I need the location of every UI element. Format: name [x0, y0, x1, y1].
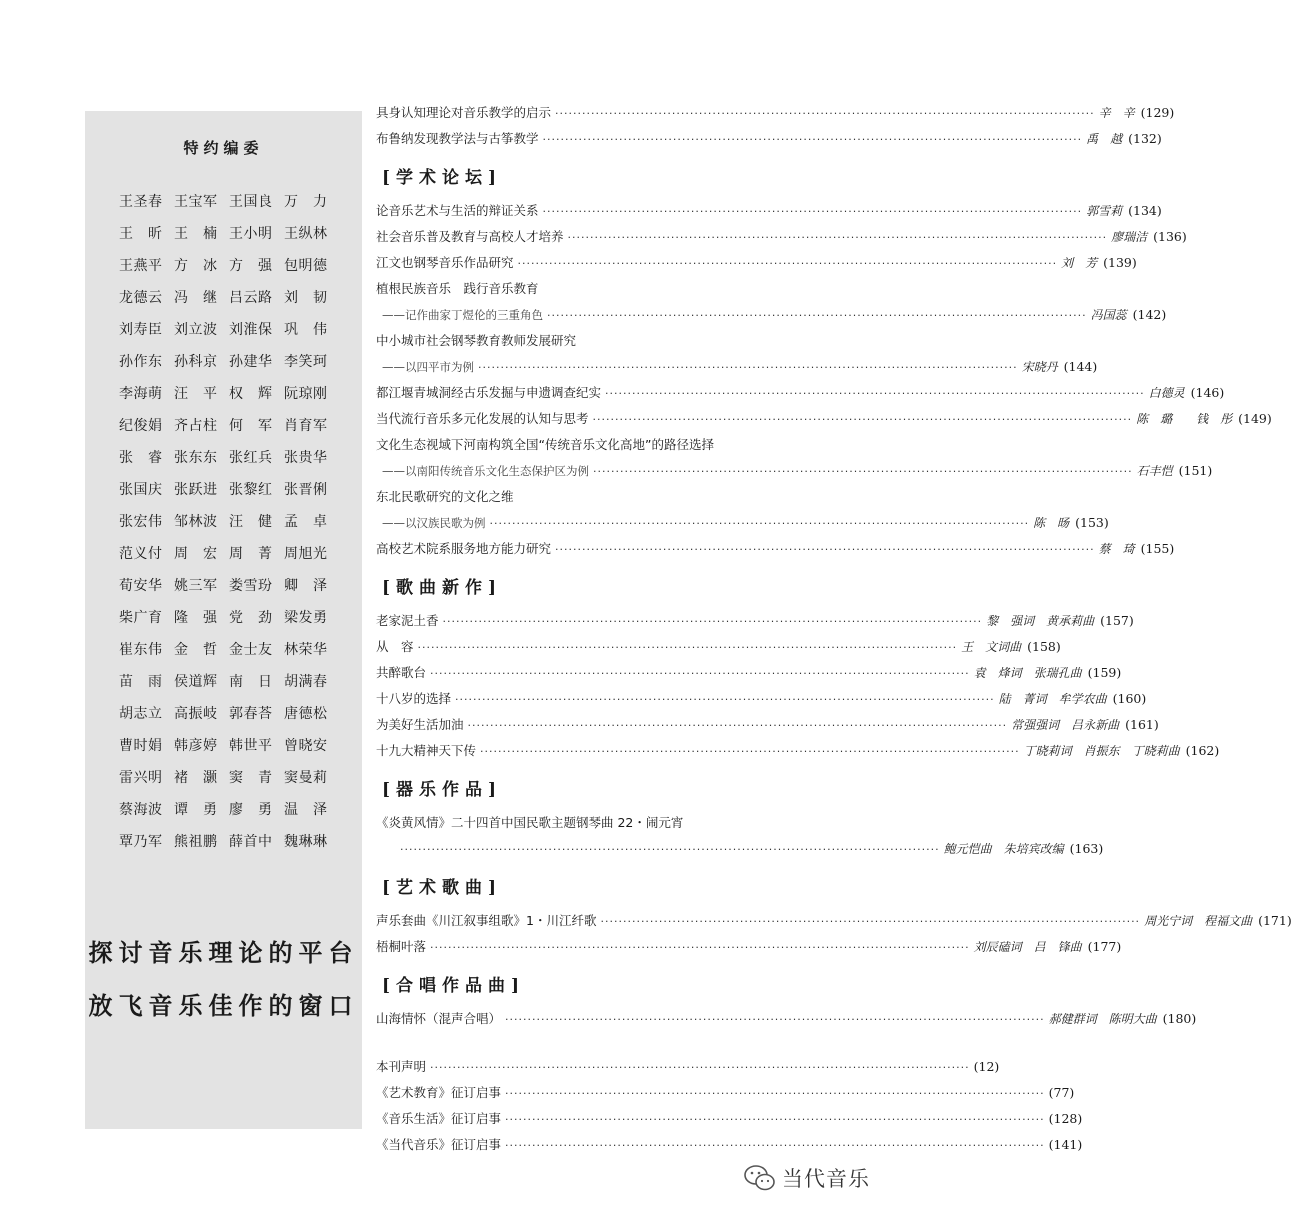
toc-line: [376, 380, 1225, 406]
toc-author: 常强强词 吕永新曲: [1011, 718, 1120, 732]
toc-page: (146): [1190, 385, 1225, 400]
toc-page: (144): [1063, 359, 1098, 374]
toc-title: 《当代音乐》征订启事: [376, 1137, 502, 1152]
toc-entry: [376, 1080, 1075, 1106]
toc-subtitle: ——以四平市为例: [382, 360, 474, 374]
editor-name: 阮琼刚: [284, 386, 328, 402]
leader-dots: ························································································································: [505, 1087, 1045, 1100]
toc-entry: [376, 126, 1162, 152]
toc-author: 黎 强词 黄承莉曲: [986, 614, 1095, 628]
toc-title: 论音乐艺术与生活的辩证关系: [376, 203, 539, 218]
toc-line: [376, 608, 1134, 634]
editor-name: 王圣春: [119, 194, 163, 210]
toc-author: 蔡 琦: [1098, 542, 1135, 556]
editor-name: 纪俊娟: [119, 418, 163, 434]
editor-name: 褚 灏: [174, 770, 218, 786]
editor-name: 邹林波: [174, 514, 218, 530]
toc-title: 《炎黄风情》二十四首中国民歌主题钢琴曲 22・闹元宵: [376, 815, 684, 830]
toc-title: 当代流行音乐多元化发展的认知与思考: [376, 411, 589, 426]
editor-row: [119, 729, 339, 761]
editor-name: 侯道辉: [174, 674, 218, 690]
editor-name: 唐德松: [284, 706, 328, 722]
editor-name: 王小明: [229, 226, 273, 242]
toc-line: [376, 738, 1220, 764]
spacer: [376, 1032, 814, 1054]
toc-author: 宋晓丹: [1021, 360, 1058, 374]
editor-name: 娄雪玢: [229, 578, 273, 594]
editor-name: 周 菁: [229, 546, 273, 562]
editor-name: 胡满春: [284, 674, 328, 690]
toc-author: 刘 芳: [1061, 256, 1098, 270]
toc-page: (129): [1140, 105, 1175, 120]
toc-page: (128): [1048, 1111, 1083, 1126]
toc-author: 郭雪莉: [1086, 204, 1123, 218]
toc-title: 江文也钢琴音乐作品研究: [376, 255, 514, 270]
toc-author: 白德灵: [1148, 386, 1185, 400]
toc-title: 山海情怀（混声合唱）: [376, 1011, 502, 1026]
toc-author: 冯国蕊: [1090, 308, 1127, 322]
editor-name: 覃乃军: [119, 834, 163, 850]
toc-page: (180): [1162, 1011, 1197, 1026]
toc-entry: [376, 934, 1122, 960]
toc-entry: [376, 1106, 1083, 1132]
toc-page: (157): [1100, 613, 1134, 628]
toc-subline: [376, 510, 1109, 536]
editor-name: 张跃进: [174, 482, 218, 498]
editor-name: 王纵林: [284, 226, 328, 242]
editor-name: 崔东伟: [119, 642, 163, 658]
section-heading: [学术论坛]: [382, 168, 503, 188]
editor-name: 张晋俐: [284, 482, 328, 498]
toc-page: (142): [1132, 307, 1167, 322]
toc-title: 东北民歌研究的文化之维: [376, 489, 514, 504]
toc-title: 老家泥土香: [376, 613, 439, 628]
toc-line: [376, 406, 1272, 432]
editor-name: 梁发勇: [284, 610, 328, 626]
editor-name: 韩世平: [229, 738, 273, 754]
toc-title: 声乐套曲《川江叙事组歌》1・川江纤歌: [376, 913, 597, 928]
editor-name: 薛首中: [229, 834, 273, 850]
leader-dots: ························································································································: [517, 257, 1058, 270]
editor-name: 孙作东: [119, 354, 163, 370]
editor-name: 孟 卓: [284, 514, 328, 530]
editor-name: 郭春荅: [229, 706, 273, 722]
toc-author: 石丰恺: [1136, 464, 1173, 478]
toc-title: 从 容: [376, 639, 414, 654]
toc-line: [376, 224, 1187, 250]
toc-title: 本刊声明: [376, 1059, 427, 1074]
editor-row: [119, 409, 339, 441]
editor-name: 王燕平: [119, 258, 163, 274]
editor-name: 姚三军: [174, 578, 218, 594]
editor-row: [119, 249, 339, 281]
toc-page: (136): [1153, 229, 1187, 244]
leader-dots: ························································································································: [505, 1139, 1045, 1152]
toc-entry: [376, 250, 1137, 276]
leader-dots: ························································································································: [442, 615, 983, 628]
editor-row: [119, 665, 339, 697]
toc-line: [376, 686, 1147, 712]
toc-page: (139): [1103, 255, 1137, 270]
editor-row: [119, 601, 339, 633]
toc-author: 鲍元恺曲 朱培宾改编: [943, 842, 1064, 856]
editor-name: 熊祖鹏: [174, 834, 218, 850]
toc-entry: [376, 738, 1220, 764]
toc-entry: [376, 276, 1167, 328]
slogans: [85, 933, 362, 1039]
editor-name: 张国庆: [119, 482, 163, 498]
toc-entry: [376, 810, 1104, 862]
editor-name: 周 宏: [174, 546, 218, 562]
leader-dots: ························································································································: [505, 1013, 1045, 1026]
toc-title: 梧桐叶落: [376, 939, 427, 954]
section-heading: [歌曲新作]: [382, 578, 503, 598]
toc-title: 为美好生活加油: [376, 717, 464, 732]
leader-dots: ························································································································: [478, 361, 1018, 374]
toc-line: [376, 432, 814, 458]
toc-subtitle: ——记作曲家丁煜伦的三重角色: [382, 308, 543, 322]
toc-entry: [376, 908, 1292, 934]
leader-dots: ························································································································: [547, 309, 1087, 322]
editor-name: 张宏伟: [119, 514, 163, 530]
leader-dots: ························································································································: [605, 387, 1145, 400]
toc-subtitle: ——以南阳传统音乐文化生态保护区为例: [382, 464, 589, 478]
toc-page: (77): [1048, 1085, 1075, 1100]
toc-title: 文化生态视域下河南构筑全国“传统音乐文化高地”的路径选择: [376, 437, 714, 452]
toc-author: 陆 菁词 牟学农曲: [998, 692, 1107, 706]
editor-name: 曾晓安: [284, 738, 328, 754]
wechat-icon: [744, 1164, 776, 1192]
toc-line: [376, 908, 1292, 934]
toc-line: [376, 1132, 1083, 1158]
editor-name: 荀安华: [119, 578, 163, 594]
toc-entry: [376, 608, 1134, 634]
editor-name: 刘寿臣: [119, 322, 163, 338]
toc-line: [376, 934, 1122, 960]
toc-line: [376, 1006, 1197, 1032]
editor-row: [119, 441, 339, 473]
toc-author: 廖瑞洁: [1111, 230, 1148, 244]
editor-row: [119, 537, 339, 569]
toc-page: (153): [1075, 515, 1109, 530]
editor-name: 李海萌: [119, 386, 163, 402]
toc-title: 社会音乐普及教育与高校人才培养: [376, 229, 564, 244]
editor-name: 孙科京: [174, 354, 218, 370]
toc-entry: [376, 406, 1272, 432]
toc-line: [376, 536, 1175, 562]
editor-name: 巩 伟: [284, 322, 328, 338]
editor-name: 孙建华: [229, 354, 273, 370]
toc-page: (162): [1185, 743, 1220, 758]
toc-author: 郝健群词 陈明大曲: [1048, 1012, 1157, 1026]
editor-name: 金士友: [229, 642, 273, 658]
editor-name: 金 哲: [174, 642, 218, 658]
editor-name: 胡志立: [119, 706, 163, 722]
editorial-sidebar: [85, 111, 362, 1129]
editor-name: 周旭光: [284, 546, 328, 562]
toc-title: 中小城市社会钢琴教育教师发展研究: [376, 333, 577, 348]
slogan-1: 探讨音乐理论的平台: [88, 938, 359, 967]
editor-row: [119, 217, 339, 249]
leader-dots: ························································································································: [489, 517, 1030, 530]
editor-name: 张黎红: [229, 482, 273, 498]
editor-name: 齐占柱: [174, 418, 218, 434]
leader-dots: ························································································································: [600, 915, 1141, 928]
toc-entry: [376, 380, 1225, 406]
toc-author: 王 文词曲: [961, 640, 1022, 654]
editor-row: [119, 281, 339, 313]
editor-row: [119, 377, 339, 409]
toc-entry: [376, 1132, 1083, 1158]
toc-author: 刘辰磕词 吕 锋曲: [973, 940, 1082, 954]
toc-page: (134): [1128, 203, 1162, 218]
toc-entry: [376, 198, 1162, 224]
editorial-board-title: 特约编委: [183, 139, 264, 157]
editor-name: 南 日: [229, 674, 273, 690]
toc-entry: [376, 1054, 1000, 1080]
editor-name: 雷兴明: [119, 770, 163, 786]
toc-page: (151): [1178, 463, 1213, 478]
toc-subtitle: ——以汉族民歌为例: [382, 516, 486, 530]
editor-row: [119, 313, 339, 345]
leader-dots: ························································································································: [555, 107, 1095, 120]
editor-name: 刘淮保: [229, 322, 273, 338]
editor-row: [119, 825, 339, 857]
toc-page: (161): [1125, 717, 1159, 732]
toc-title: 植根民族音乐 践行音乐教育: [376, 281, 539, 296]
toc-entry: [376, 536, 1175, 562]
toc-line: [376, 100, 1175, 126]
editor-row: [119, 473, 339, 505]
editor-name: 包明德: [284, 258, 328, 274]
table-of-contents: [376, 100, 1292, 1158]
editor-name: 韩彦婷: [174, 738, 218, 754]
leader-dots: ························································································································: [455, 693, 995, 706]
toc-title: 十八岁的选择: [376, 691, 452, 706]
toc-line: [376, 276, 814, 302]
editor-name: 王 昕: [119, 226, 163, 242]
editor-name: 王宝军: [174, 194, 218, 210]
slogan-2: 放飞音乐佳作的窗口: [88, 991, 359, 1020]
editor-name: 范义付: [119, 546, 163, 562]
editor-name: 汪 健: [229, 514, 273, 530]
section-heading: [艺术歌曲]: [382, 878, 503, 898]
editor-name: 刘立波: [174, 322, 218, 338]
editor-name: 柴广育: [119, 610, 163, 626]
toc-subline: [376, 302, 1167, 328]
editor-name: 卿 泽: [284, 578, 328, 594]
editor-name: 苗 雨: [119, 674, 163, 690]
editor-name: 汪 平: [174, 386, 218, 402]
leader-dots: ························································································································: [593, 465, 1133, 478]
section-heading: [器乐作品]: [382, 780, 503, 800]
editor-name: 吕云路: [229, 290, 273, 306]
editor-row: [119, 633, 339, 665]
leader-dots: ························································································································: [467, 719, 1008, 732]
editor-row: [119, 761, 339, 793]
toc-line: [376, 250, 1137, 276]
editor-row: [119, 505, 339, 537]
leader-dots: ························································································································: [542, 133, 1083, 146]
editor-name: 方 强: [229, 258, 273, 274]
toc-title: 《音乐生活》征订启事: [376, 1111, 502, 1126]
editor-row: [119, 185, 339, 217]
toc-author: 丁晓莉词 肖振东 丁晓莉曲: [1023, 744, 1180, 758]
editor-name: 万 力: [284, 194, 328, 210]
editor-name: 党 劲: [229, 610, 273, 626]
toc-page: (12): [973, 1059, 1000, 1074]
editor-name: 张 睿: [119, 450, 163, 466]
toc-page: (163): [1069, 841, 1104, 856]
toc-entry: [376, 432, 1213, 484]
editor-name: 张红兵: [229, 450, 273, 466]
toc-subline: [376, 354, 1098, 380]
toc-title: 都江堰青城洞经古乐发掘与申遗调查纪实: [376, 385, 602, 400]
toc-entry: [376, 660, 1122, 686]
toc-title: 《艺术教育》征订启事: [376, 1085, 502, 1100]
editor-name: 隆 强: [174, 610, 218, 626]
editor-name: 廖 勇: [229, 802, 273, 818]
editor-name: 高振岐: [174, 706, 218, 722]
toc-author: 陈 璐 钱 彤: [1136, 412, 1233, 426]
editor-row: [119, 569, 339, 601]
editor-name: 李笑珂: [284, 354, 328, 370]
toc-entry: [376, 686, 1147, 712]
toc-page: (159): [1087, 665, 1122, 680]
toc-page: (177): [1087, 939, 1122, 954]
editor-name: 谭 勇: [174, 802, 218, 818]
editor-name: 林荣华: [284, 642, 328, 658]
editor-name: 何 军: [229, 418, 273, 434]
toc-page: (141): [1048, 1137, 1083, 1152]
editor-name: 魏琳琳: [284, 834, 328, 850]
toc-page: (155): [1140, 541, 1175, 556]
leader-dots: ························································································································: [592, 413, 1133, 426]
editor-name: 窦 青: [229, 770, 273, 786]
toc-entry: [376, 712, 1159, 738]
toc-author: 辛 辛: [1098, 106, 1135, 120]
toc-title: 具身认知理论对音乐教学的启示: [376, 105, 552, 120]
toc-title: 共醉歌台: [376, 665, 427, 680]
editor-name: 冯 继: [174, 290, 218, 306]
leader-dots: ························································································································: [480, 745, 1020, 758]
toc-entry: [376, 484, 1109, 536]
leader-dots: ························································································································: [567, 231, 1108, 244]
toc-line: [376, 1054, 1000, 1080]
toc-line: [376, 660, 1122, 686]
leader-dots: ························································································································: [430, 1061, 970, 1074]
section-heading: [合唱作品曲]: [382, 976, 526, 996]
toc-page: (171): [1258, 913, 1292, 928]
editor-name: 肖育军: [284, 418, 328, 434]
editor-name: 刘 韧: [284, 290, 328, 306]
toc-page: (149): [1238, 411, 1272, 426]
leader-dots: ························································································································: [505, 1113, 1045, 1126]
watermark-text: 当代音乐: [782, 1167, 870, 1191]
editor-row: [119, 345, 339, 377]
editor-name: 张贵华: [284, 450, 328, 466]
toc-line: [376, 810, 814, 836]
toc-line: [376, 634, 1061, 660]
toc-line: [376, 328, 814, 354]
toc-line: [376, 712, 1159, 738]
editor-name: 王 楠: [174, 226, 218, 242]
editor-list: [119, 185, 339, 857]
watermark: [744, 1163, 870, 1193]
leader-dots: ························································································································: [417, 641, 958, 654]
toc-entry: [376, 328, 1098, 380]
editor-name: 权 辉: [229, 386, 273, 402]
toc-author: 陈 旸: [1033, 516, 1070, 530]
editor-name: 张东东: [174, 450, 218, 466]
toc-page: (158): [1027, 639, 1061, 654]
toc-subline: [396, 836, 1104, 862]
toc-subline: [376, 458, 1213, 484]
leader-dots: ························································································································: [542, 205, 1083, 218]
toc-title: 布鲁纳发现教学法与古筝教学: [376, 131, 539, 146]
toc-title: 高校艺术院系服务地方能力研究: [376, 541, 552, 556]
toc-page: (160): [1112, 691, 1147, 706]
editor-name: 蔡海波: [119, 802, 163, 818]
toc-line: [376, 126, 1162, 152]
toc-line: [376, 1080, 1075, 1106]
leader-dots: ························································································································: [555, 543, 1095, 556]
leader-dots: ························································································································: [430, 667, 970, 680]
editor-row: [119, 793, 339, 825]
editor-name: 王国良: [229, 194, 273, 210]
editor-name: 龙德云: [119, 290, 163, 306]
toc-author: 周光宁词 程福文曲: [1144, 914, 1253, 928]
toc-author: 禹 越: [1086, 132, 1123, 146]
editor-name: 曹时娟: [119, 738, 163, 754]
toc-entry: [376, 1006, 1197, 1032]
leader-dots: ························································································································: [430, 941, 970, 954]
toc-page: (132): [1128, 131, 1162, 146]
toc-line: [376, 1106, 1083, 1132]
toc-entry: [376, 634, 1061, 660]
editor-name: 方 冰: [174, 258, 218, 274]
toc-title: 十九大精神天下传: [376, 743, 477, 758]
toc-author: 袁 烽词 张瑞孔曲: [973, 666, 1082, 680]
toc-entry: [376, 100, 1175, 126]
toc-line: [376, 198, 1162, 224]
toc-line: [376, 484, 814, 510]
editor-name: 温 泽: [284, 802, 328, 818]
editor-row: [119, 697, 339, 729]
toc-entry: [376, 224, 1187, 250]
editor-name: 窦曼莉: [284, 770, 328, 786]
leader-dots: ························································································································: [400, 843, 940, 856]
